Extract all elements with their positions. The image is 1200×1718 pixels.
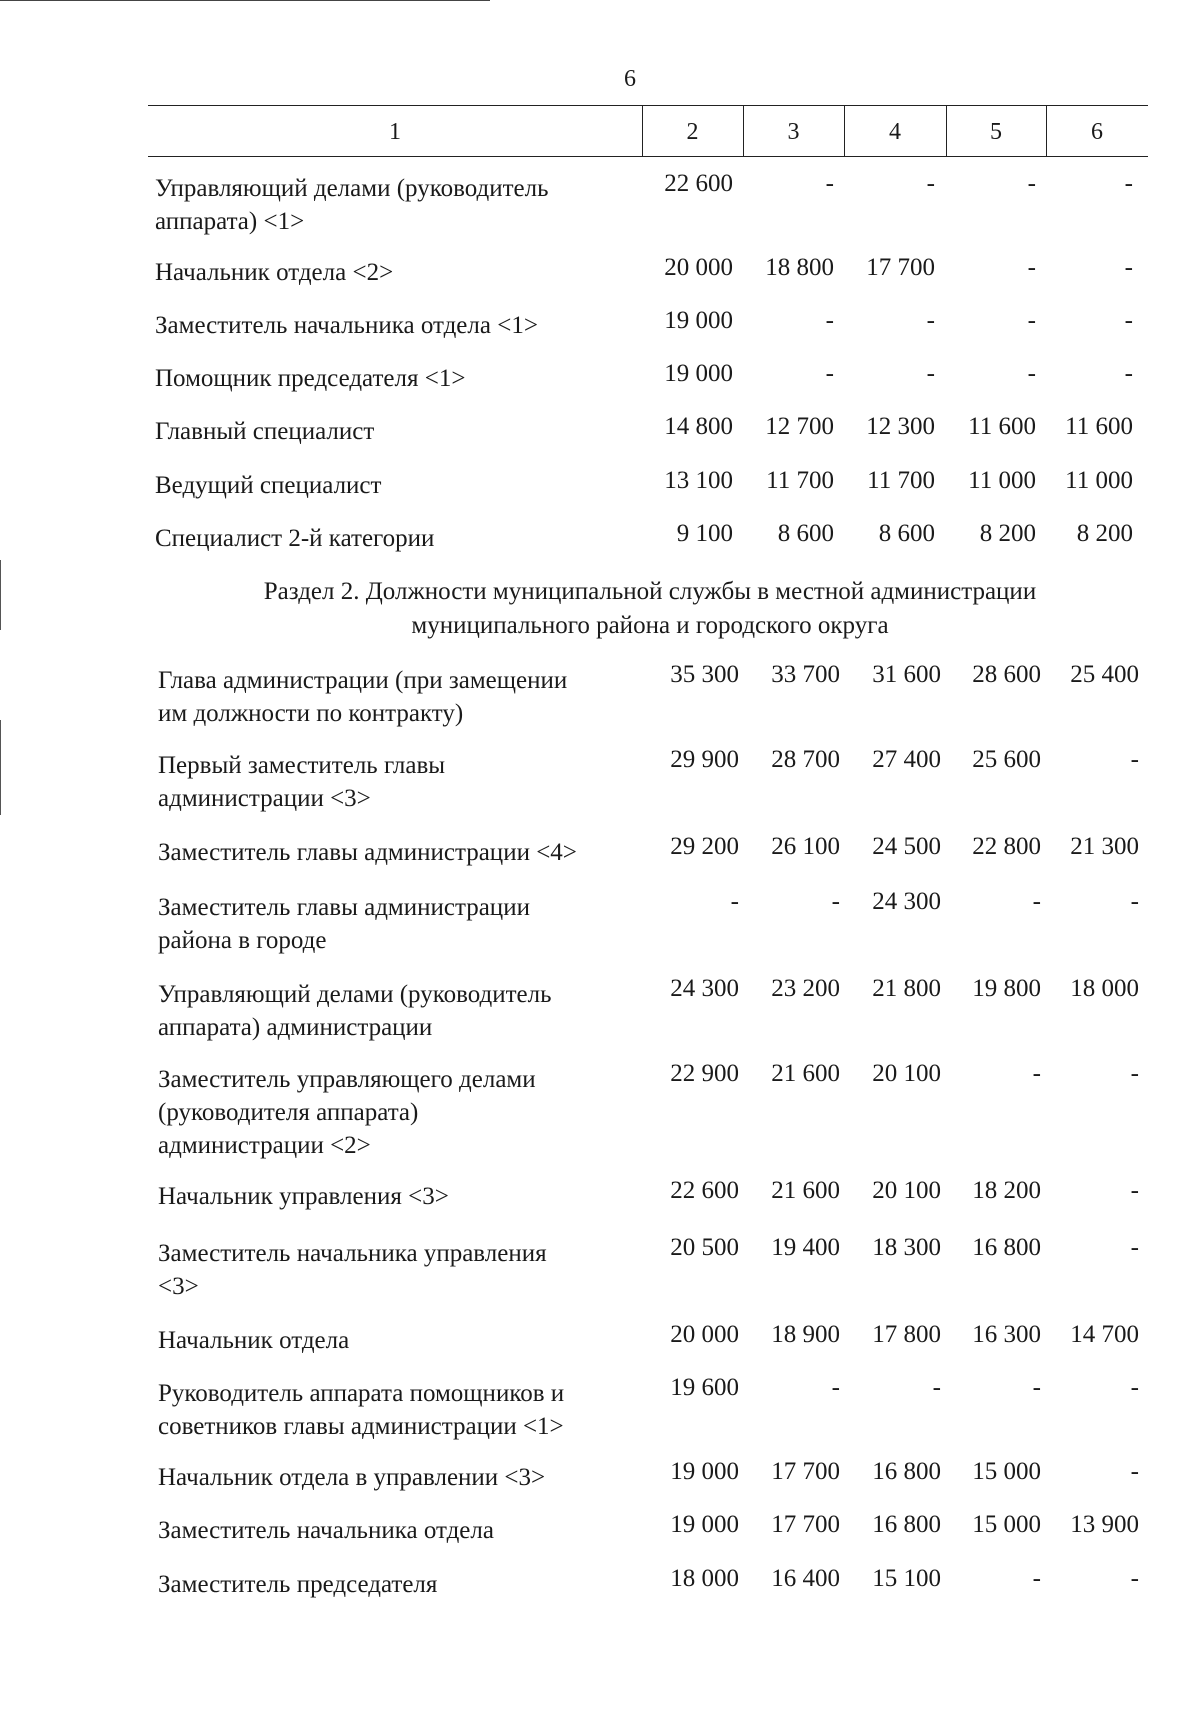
salary-value-col-2: 19 000: [664, 360, 733, 387]
salary-value-col-5: 18 200: [972, 1177, 1041, 1204]
salary-value-col-4: 27 400: [872, 746, 941, 773]
salary-value-col-4: 31 600: [872, 661, 941, 688]
position-title: [155, 172, 548, 238]
column-header-6: 6: [1091, 119, 1103, 145]
section-2-title-line: Раздел 2. Должности муниципальной службы в местной администрации: [263, 578, 1037, 605]
salary-value-col-6: -: [1124, 254, 1133, 281]
position-title: [158, 1377, 564, 1443]
salary-value-col-5: 16 800: [972, 1234, 1041, 1261]
position-title-line: района в городе: [158, 927, 327, 954]
salary-value-col-5: -: [1027, 360, 1036, 387]
salary-value-col-4: 17 800: [872, 1321, 941, 1348]
salary-value-col-2: 29 200: [670, 833, 739, 860]
salary-value-col-5: -: [1032, 1060, 1041, 1087]
salary-value-col-5: -: [1032, 1565, 1041, 1592]
salary-value-col-5: 11 600: [968, 413, 1036, 440]
salary-value-col-5: -: [1027, 254, 1036, 281]
salary-value-col-4: 20 100: [872, 1177, 941, 1204]
position-title-line: Заместитель председателя: [158, 1571, 438, 1598]
position-title: [158, 1514, 494, 1547]
salary-value-col-4: 18 300: [872, 1234, 941, 1261]
salary-value-col-2: 19 000: [670, 1458, 739, 1485]
position-title: [155, 469, 381, 502]
position-title-line: Заместитель управляющего делами: [158, 1066, 536, 1093]
salary-value-col-6: -: [1124, 360, 1133, 387]
salary-value-col-3: 23 200: [771, 975, 840, 1002]
position-title: [155, 362, 465, 395]
position-title-line: советников главы администрации <1>: [158, 1413, 564, 1440]
column-header-5: 5: [990, 119, 1002, 145]
salary-value-col-3: 17 700: [771, 1458, 840, 1485]
section-2-title: [150, 575, 1150, 643]
salary-value-col-3: 26 100: [771, 833, 840, 860]
salary-value-col-5: 8 200: [979, 520, 1036, 547]
salary-value-col-4: 16 800: [872, 1511, 941, 1538]
salary-value-col-6: 8 200: [1076, 520, 1133, 547]
position-title-line: (руководителя аппарата): [158, 1099, 419, 1126]
salary-value-col-6: -: [1130, 888, 1139, 915]
salary-value-col-6: 25 400: [1070, 661, 1139, 688]
salary-value-col-2: 20 000: [670, 1321, 739, 1348]
position-title: [158, 978, 551, 1044]
position-title-line: Управляющий делами (руководитель: [158, 981, 552, 1008]
salary-value-col-2: 20 500: [670, 1234, 739, 1261]
position-title: [158, 836, 577, 869]
position-title: [158, 1461, 545, 1494]
position-title: [158, 664, 567, 730]
position-title: [158, 1063, 536, 1162]
position-title-line: Заместитель главы администрации <4>: [158, 839, 577, 866]
section-2-title-line: муниципального района и городского округа: [411, 612, 889, 639]
position-title: [158, 1568, 437, 1601]
salary-value-col-2: 22 600: [664, 170, 733, 197]
position-title-line: Руководитель аппарата помощников и: [158, 1380, 565, 1407]
position-title-line: Заместитель главы администрации: [158, 894, 530, 921]
position-title-line: Специалист 2-й категории: [155, 525, 435, 552]
position-title-line: Ведущий специалист: [155, 472, 382, 499]
salary-value-col-6: 11 000: [1065, 467, 1133, 494]
salary-value-col-6: 21 300: [1070, 833, 1139, 860]
column-header-2: 2: [686, 119, 699, 145]
salary-value-col-5: -: [1027, 307, 1036, 334]
salary-value-col-4: 20 100: [872, 1060, 941, 1087]
position-title: [155, 256, 393, 289]
salary-value-col-3: -: [825, 360, 834, 387]
salary-value-col-3: 18 800: [765, 254, 834, 281]
position-title-line: Главный специалист: [155, 418, 375, 445]
position-title-line: им должности по контракту): [158, 700, 464, 727]
salary-value-col-3: 33 700: [771, 661, 840, 688]
salary-value-col-3: 8 600: [777, 520, 834, 547]
salary-value-col-4: -: [926, 170, 935, 197]
salary-value-col-4: 11 700: [867, 467, 935, 494]
salary-value-col-4: -: [926, 360, 935, 387]
column-header-3: 3: [787, 119, 800, 145]
salary-value-col-5: 28 600: [972, 661, 1041, 688]
salary-value-col-3: 28 700: [771, 746, 840, 773]
salary-value-col-3: -: [825, 307, 834, 334]
salary-value-col-4: -: [926, 307, 935, 334]
position-title-line: администрации <2>: [158, 1132, 371, 1159]
position-title-line: администрации <3>: [158, 785, 371, 812]
salary-value-col-6: 18 000: [1070, 975, 1139, 1002]
salary-value-col-3: 21 600: [771, 1060, 840, 1087]
salary-value-col-6: -: [1130, 1565, 1139, 1592]
column-header-1: 1: [389, 119, 401, 145]
position-title-line: Управляющий делами (руководитель: [155, 175, 549, 202]
salary-value-col-6: -: [1124, 170, 1133, 197]
salary-value-col-5: 22 800: [972, 833, 1041, 860]
salary-value-col-6: -: [1130, 746, 1139, 773]
salary-value-col-2: 24 300: [670, 975, 739, 1002]
salary-value-col-2: 13 100: [664, 467, 733, 494]
position-title-line: Заместитель начальника управления: [158, 1240, 547, 1267]
table-header: [148, 105, 1148, 157]
salary-value-col-2: 19 000: [664, 307, 733, 334]
salary-value-col-3: -: [831, 1374, 840, 1401]
salary-value-col-2: 14 800: [664, 413, 733, 440]
scan-top-edge: [0, 0, 490, 1]
salary-value-col-6: -: [1130, 1060, 1139, 1087]
position-title: [155, 309, 538, 342]
position-title: [155, 415, 374, 448]
salary-value-col-2: 22 600: [670, 1177, 739, 1204]
salary-value-col-2: 35 300: [670, 661, 739, 688]
scan-left-edge: [0, 720, 1, 815]
salary-value-col-3: 11 700: [766, 467, 834, 494]
salary-value-col-2: 29 900: [670, 746, 739, 773]
position-title: [158, 1237, 547, 1303]
salary-value-col-3: -: [831, 888, 840, 915]
salary-value-col-5: 15 000: [972, 1511, 1041, 1538]
position-title-line: Глава администрации (при замещении: [158, 667, 568, 694]
position-title-line: Начальник отдела: [158, 1327, 350, 1354]
salary-value-col-4: 17 700: [866, 254, 935, 281]
salary-value-col-4: 21 800: [872, 975, 941, 1002]
salary-value-col-4: 8 600: [878, 520, 935, 547]
position-title-line: Заместитель начальника отдела <1>: [155, 312, 538, 339]
position-title-line: Первый заместитель главы: [158, 752, 446, 779]
position-title-line: Начальник отдела в управлении <3>: [158, 1464, 546, 1491]
salary-value-col-6: 13 900: [1070, 1511, 1139, 1538]
salary-value-col-2: 19 600: [670, 1374, 739, 1401]
salary-value-col-5: -: [1032, 888, 1041, 915]
position-title-line: Начальник отдела <2>: [155, 259, 394, 286]
salary-value-col-4: -: [932, 1374, 941, 1401]
salary-value-col-5: -: [1032, 1374, 1041, 1401]
salary-value-col-3: 16 400: [771, 1565, 840, 1592]
position-title-line: Начальник управления <3>: [158, 1183, 449, 1210]
salary-value-col-2: 20 000: [664, 254, 733, 281]
scan-left-edge: [0, 560, 1, 630]
salary-value-col-2: 22 900: [670, 1060, 739, 1087]
salary-value-col-4: 16 800: [872, 1458, 941, 1485]
salary-value-col-3: 18 900: [771, 1321, 840, 1348]
position-title: [158, 891, 530, 957]
salary-value-col-2: 18 000: [670, 1565, 739, 1592]
salary-value-col-3: 21 600: [771, 1177, 840, 1204]
salary-value-col-6: -: [1124, 307, 1133, 334]
salary-value-col-6: 11 600: [1065, 413, 1133, 440]
salary-value-col-4: 15 100: [872, 1565, 941, 1592]
salary-value-col-5: 19 800: [972, 975, 1041, 1002]
position-title-line: аппарата) администрации: [158, 1014, 433, 1041]
salary-value-col-2: -: [730, 888, 739, 915]
position-title: [158, 749, 445, 815]
salary-value-col-6: -: [1130, 1374, 1139, 1401]
column-header-4: 4: [889, 119, 901, 145]
salary-value-col-6: -: [1130, 1177, 1139, 1204]
position-title: [158, 1324, 349, 1357]
position-title-line: Помощник председателя <1>: [155, 365, 466, 392]
position-title-line: <3>: [158, 1273, 199, 1300]
salary-value-col-5: 16 300: [972, 1321, 1041, 1348]
salary-value-col-3: 19 400: [771, 1234, 840, 1261]
salary-value-col-6: 14 700: [1070, 1321, 1139, 1348]
salary-value-col-5: -: [1027, 170, 1036, 197]
position-title: [158, 1180, 449, 1213]
position-title-line: Заместитель начальника отдела: [158, 1517, 494, 1544]
salary-value-col-5: 15 000: [972, 1458, 1041, 1485]
salary-value-col-2: 19 000: [670, 1511, 739, 1538]
salary-value-col-2: 9 100: [676, 520, 733, 547]
salary-value-col-4: 12 300: [866, 413, 935, 440]
salary-value-col-5: 11 000: [968, 467, 1036, 494]
position-title: [155, 522, 434, 555]
salary-value-col-4: 24 300: [872, 888, 941, 915]
salary-value-col-4: 24 500: [872, 833, 941, 860]
salary-value-col-3: 17 700: [771, 1511, 840, 1538]
salary-value-col-3: 12 700: [765, 413, 834, 440]
page-number: 6: [624, 66, 636, 92]
position-title-line: аппарата) <1>: [155, 208, 305, 235]
salary-value-col-3: -: [825, 170, 834, 197]
salary-value-col-5: 25 600: [972, 746, 1041, 773]
salary-value-col-6: -: [1130, 1234, 1139, 1261]
salary-value-col-6: -: [1130, 1458, 1139, 1485]
